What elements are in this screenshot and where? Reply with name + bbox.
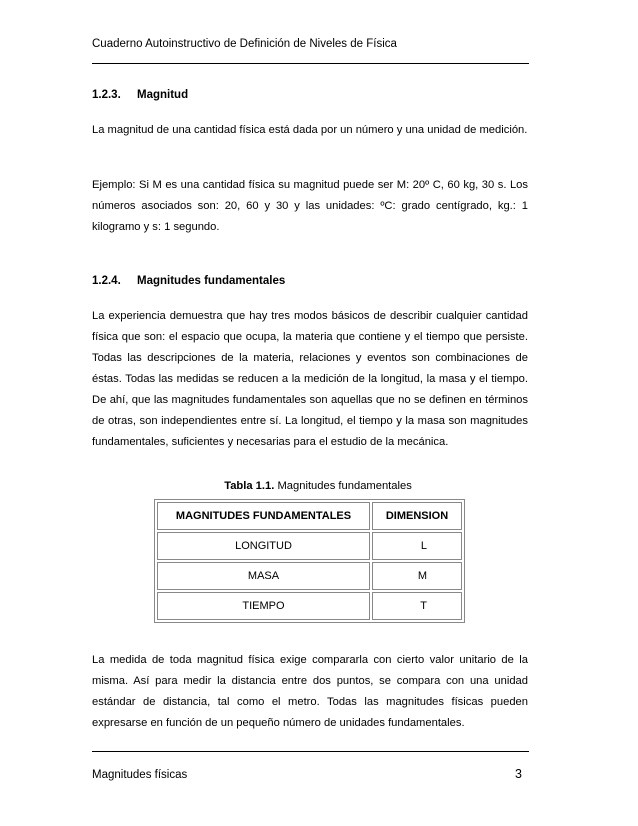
- paragraph-closing: La medida de toda magnitud física exige compararla con cierto valor unitario de la misma. Así para medir la distancia entre dos puntos, se compara con una unidad estándar de distancia, tal como el metro. Todas las magnitudes físicas pueden expresarse en función de un pequeño número de unidades fundamentales.: [92, 654, 528, 729]
- paragraph-magnitud-definition: La magnitud de una cantidad física está dada por un número y una unidad de medición.: [92, 124, 528, 136]
- section-number: 1.2.4.: [92, 275, 121, 287]
- page-number: 3: [515, 767, 522, 781]
- table-caption-label: Tabla 1.1.: [224, 480, 275, 492]
- table-cell-magnitude: MASA: [157, 562, 370, 590]
- paragraph-fundamentales: La experiencia demuestra que hay tres modos básicos de describir cualquier cantidad física que son: el espacio que ocupa, la materia que contiene y el tiempo que persiste. Todas las descripciones de la materia, relaciones y eventos son combinaciones de éstas. Todas las medidas se reducen a la medición de la longitud, la masa y el tiempo. De ahí, que las magnitudes fundamentales son aquellas que no se definen en términos de otras, son independientes entre sí. La longitud, el tiempo y la masa son magnitudes fundamentales, suficientes y necesarias para el estudio de la mecánica.: [92, 310, 528, 448]
- table-header-dimension: DIMENSION: [372, 502, 462, 530]
- magnitudes-table: [154, 499, 465, 623]
- table-cell-magnitude: LONGITUD: [157, 532, 370, 560]
- table-caption: [92, 480, 544, 492]
- header-divider: [92, 63, 529, 64]
- table-cell-dimension: T: [372, 592, 462, 620]
- table-header-row: [157, 502, 462, 530]
- table-cell-magnitude: TIEMPO: [157, 592, 370, 620]
- table-header-magnitudes: MAGNITUDES FUNDAMENTALES: [157, 502, 370, 530]
- section-heading-magnitudes-fundamentales: [92, 275, 285, 287]
- table-caption-text: Magnitudes fundamentales: [274, 480, 412, 492]
- table-row: [157, 562, 462, 590]
- paragraph-magnitud-example: Ejemplo: Si M es una cantidad física su magnitud puede ser M: 20º C, 60 kg, 30 s. Los números asociados son: 20, 60 y 30 y las unidades: ºC: grado centígrado, kg.: 1 kilogramo y s: 1 segundo.: [92, 179, 528, 233]
- section-title: Magnitudes fundamentales: [137, 275, 286, 287]
- section-title: Magnitud: [137, 89, 189, 101]
- section-heading-magnitud: [92, 89, 188, 101]
- footer-divider: [92, 751, 529, 752]
- table-row: [157, 532, 462, 560]
- table-row: [157, 592, 462, 620]
- table-cell-dimension: M: [372, 562, 462, 590]
- table-cell-dimension: L: [372, 532, 462, 560]
- footer-title: Magnitudes físicas: [92, 769, 188, 781]
- page-header: Cuaderno Autoinstructivo de Definición de Niveles de Física: [92, 38, 397, 50]
- section-number: 1.2.3.: [92, 89, 121, 101]
